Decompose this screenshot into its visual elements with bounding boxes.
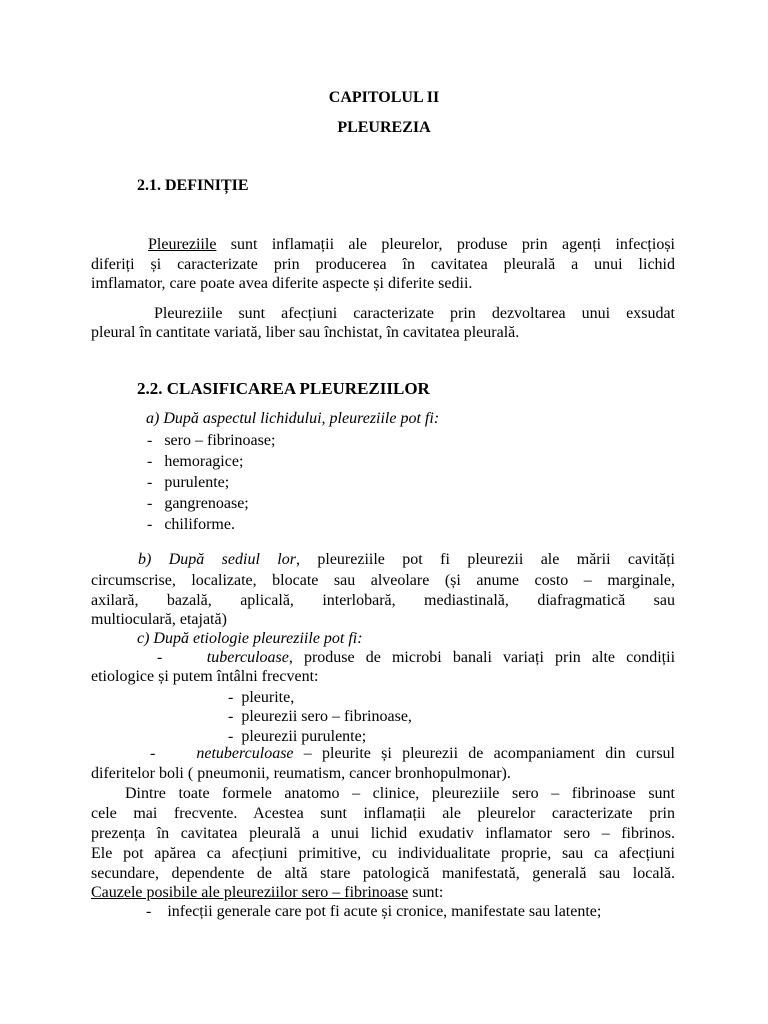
paragraph-line: prezența în cavitatea pleurală a unui lichid exudativ inflamator sero – fibrinos. — [91, 825, 675, 842]
underlined-term: Pleureziile — [148, 236, 217, 253]
list-item: - chiliforme. — [147, 516, 235, 533]
list-item: - infecții generale care pot fi acute și cronice, manifestate sau latente; — [146, 903, 602, 920]
definition-paragraph-line: diferiți și caracterizate prin producerea în cavitatea pleurală a unui lichid — [91, 256, 675, 273]
paragraph-line: axilară, bazală, aplicală, interlobară, mediastinală, diafragmatică sau — [91, 592, 675, 609]
chapter-heading: CAPITOLUL II — [328, 89, 440, 106]
underlined-phrase: Cauzele posibile ale pleureziilor sero – fibrinoase — [91, 884, 409, 901]
definition-paragraph-line: imflamator, care poate avea diferite aspecte și diferite sedii. — [91, 275, 473, 292]
section-heading-2-2: 2.2. CLASIFICAREA PLEUREZIILOR — [137, 379, 430, 398]
list-item: - pleurezii sero – fibrinoase, — [228, 708, 412, 725]
paragraph-line: diferitelor boli ( pneumonii, reumatism, cancer bronhopulmonar). — [91, 765, 511, 782]
list-item: - hemoragice; — [147, 453, 244, 470]
list-item: - sero – fibrinoase; — [147, 432, 276, 449]
paragraph-line: b) După sediul lor, pleureziile pot fi pleurezii ale mării cavități — [138, 551, 675, 568]
paragraph-line: Cauzele posibile ale pleureziilor sero – fibrinoase sunt: — [91, 884, 444, 901]
paragraph-line: Ele pot apărea ca afecțiuni primitive, cu individualitate proprie, sau ca afecțiuni — [91, 845, 675, 862]
list-a-heading: a) După aspectul lichidului, pleureziile pot fi: — [146, 410, 440, 427]
list-item: - pleurezii purulente; — [228, 728, 367, 745]
list-item: - purulente; — [147, 474, 230, 491]
paragraph-line: cele mai frecvente. Acestea sunt inflamații ale pleurelor caracterizate prin — [91, 805, 675, 822]
paragraph-line: multioculară, etajată) — [91, 611, 227, 628]
paragraph-line: circumscrise, localizate, blocate sau alveolare (și anume costo – marginale, — [91, 572, 675, 589]
chapter-title: PLEUREZIA — [337, 119, 431, 136]
paragraph-line: - netuberculoase – pleurite și pleurezii de acompaniament din cursul — [150, 745, 676, 762]
paragraph-line: secundare, dependente de altă stare patologică manifestată, generală sau locală. — [91, 865, 675, 882]
definition-paragraph-line: pleural în cantitate variată, liber sau închistat, în cavitatea pleurală. — [91, 324, 520, 341]
section-heading-2-1: 2.1. DEFINIȚIE — [137, 177, 249, 194]
list-c-heading: c) După etiologie pleureziile pot fi: — [137, 630, 363, 647]
paragraph-line: etiologice și putem întâlni frecvent: — [91, 668, 319, 685]
paragraph-line: - tuberculoase, produse de microbi banali variați prin alte condiții — [157, 649, 676, 666]
list-item: - pleurite, — [228, 689, 295, 706]
paragraph-line: Dintre toate formele anatomo – clinice, pleureziile sero – fibrinoase sunt — [125, 785, 675, 802]
definition-paragraph-line: Pleureziile sunt afecțiuni caracterizate prin dezvoltarea unui exsudat — [154, 305, 675, 322]
list-item: - gangrenoase; — [147, 495, 249, 512]
definition-paragraph-line: Pleureziile sunt inflamații ale pleurelor, produse prin agenți infecțioși — [148, 236, 675, 253]
